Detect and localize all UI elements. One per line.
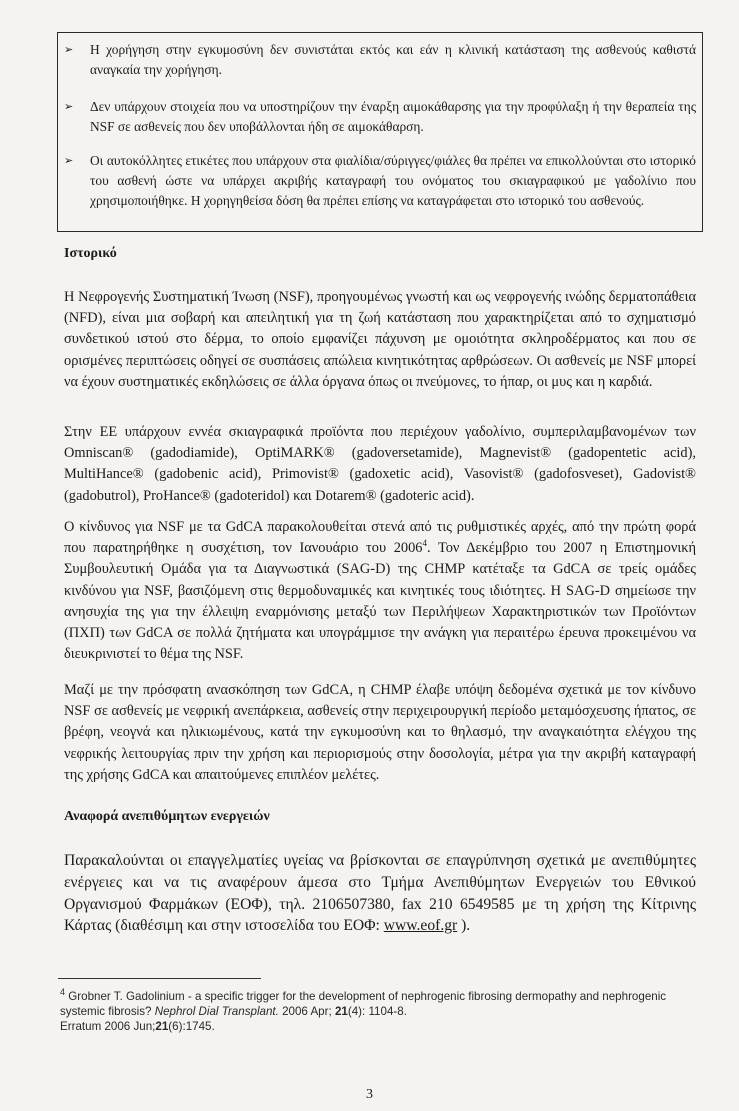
history-heading: Ιστορικό: [64, 246, 117, 261]
history-paragraph-3: Ο κίνδυνος για NSF με τα GdCA παρακολουθείται στενά από τις ρυθμιστικές αρχές, από την πρώτη φορά που παρατηρήθηκε η συσχέτιση, τον Ιανουάριο του 2006$^4$. Τον Δεκέμβριο του 2007 η Επιστημονική Συμβουλευτική Ομάδα για τα Διαγνωστικά (SAG-D) της CHMP κατέταξε τα GdCA σε τρείς ομάδες κινδύνου για NSF, βασιζόμενη στις θερμοδυναμικές και κινητικές τους ιδιότητες. Η SAG-D σημείωσε την ανησυχία της για την έλλειψη εναρμόνισης μεταξύ των Περιλήψεων Χαρακτηριστικών των Προϊόντων (ΠΧΠ) των GdCA σε πολλά ζητήματα και υπογράμμισε την ανάγκη για περαιτέρω έρευνα προκειμένου να διευκρινιστεί το θέμα της NSF.: [64, 519, 696, 663]
bullet-dialysis: [64, 97, 696, 137]
journal-name: Nephrol Dial Transplant.: [154, 1005, 279, 1018]
footnote-ref: 4: [422, 538, 427, 549]
reporting-paragraph: Παρακαλούνται οι επαγγελματίες υγείας να βρίσκονται σε επαγρύπνηση σχετικά με ανεπιθύμητες ενέργειες και να τις αναφέρουν άμεσα στο Τμήμα Ανεπιθύμητων Ενεργειών του Εθνικού Οργανισμού Φαρμάκων (ΕΟΦ), τηλ. 2106507380, fax 210 6549585 με τη χρήση της Κίτρινης Κάρτας (διαθέσιμη και στην ιστοσελίδα του ΕΟΦ: www.eof.gr ).: [64, 852, 696, 935]
bullet-text: Η χορήγηση στην εγκυμοσύνη δεν συνιστάται εκτός και εάν η κλινική κατάσταση της ασθενούς καθιστά αναγκαία την χορήγηση.: [90, 42, 696, 77]
footnote-mark: 4: [60, 987, 66, 998]
bullet-text: Δεν υπάρχουν στοιχεία που να υποστηρίζουν την έναρξη αιμοκάθαρσης για την προφύλαξη ή την θεραπεία της NSF σε ασθενείς που δεν υποβάλλονται ήδη σε αιμοκάθαρση.: [90, 99, 696, 134]
bullet-text: Οι αυτοκόλλητες ετικέτες που υπάρχουν στα φιαλίδια/σύριγγες/φιάλες θα πρέπει να επικολλούνται στο ιστορικό του ασθενή ώστε να υπάρχει ακριβής καταγραφή του ονόματος του σκιαγραφικού με γαδολίνιο που χρησιμοποιήθηκε. Η χορηγηθείσα δόση θα πρέπει επίσης να καταγράφεται στο ιστορικό του ασθενούς.: [90, 153, 696, 208]
arrow-bullet-icon: ➢: [64, 101, 74, 113]
bullet-pregnancy: [64, 40, 696, 80]
history-paragraph-4: Μαζί με την πρόσφατη ανασκόπηση των GdCA, η CHMP έλαβε υπόψη δεδομένα σχετικά με τον κίνδυνο NSF σε ασθενείς με νεφρική ανεπάρκεια, ασθενείς στην περιχειρουργική περίοδο μεταμόσχευσης ήπατος, σε βρέφη, νεογνά και ηλικιωμένους, κατά την εγκυμοσύνη και το θηλασμό, την αναγκαιότητα ελέγχου της νεφρικής λειτουργίας πριν την χρήση και περιορισμούς στην δοσολογία, μέτρα για την ακριβή καταγραφή της χρήσης GdCA και απαιτούμενες επιπλέον μελέτες.: [64, 682, 696, 783]
eof-link[interactable]: www.eof.gr: [383, 917, 458, 935]
page-number: 3: [366, 1087, 373, 1102]
footnote-divider: [58, 978, 261, 979]
history-paragraph-2: Στην ΕΕ υπάρχουν εννέα σκιαγραφικά προϊόντα που περιέχουν γαδολίνιο, συμπεριλαμβανομένων των Omniscan® (gadodiamide), OptiMARK® (gadoversetamide), Magnevist® (gadopentetic acid), MultiHance® (gadobenic acid), Primovist® (gadoxetic acid), Vasovist® (gadofosveset), Gadovist® (gadobutrol), ProHance® (gadoteridol) και Dotarem® (gadoteric acid).: [64, 424, 696, 504]
arrow-bullet-icon: ➢: [64, 155, 74, 167]
history-paragraph-1: Η Νεφρογενής Συστηματική Ίνωση (NSF), προηγουμένως γνωστή και ως νεφρογενής ινώδης δερματοπάθεια (NFD), είναι μια σοβαρή και απειλητική για τη ζωή κατάσταση που χαρακτηρίζεται από το σχηματισμό συνδετικού ιστού στο δέρμα, το οποίο εμφανίζει πάχυνση με ομοιότητα σκληροδέρματος και που σε ορισμένες περιπτώσεις οδηγεί σε συσπάσεις απώλεια κινητικότητας αρθρώσεων. Οι ασθενείς με NSF μπορεί να έχουν συστηματικές εκδηλώσεις σε άλλα όργανα όπως οι πνεύμονες, το ήπαρ, οι μυς και η καρδιά.: [64, 289, 696, 390]
footnote: $^4$ Grobner T. Gadolinium - a specific trigger for the development of nephrogenic fibrosing dermopathy and nephrogenic systemic fibrosis? Nephrol Dial Transplant. 2006 Apr; 21(4): 1104-8. Erratum 2006 Jun;21(6):1745.: [60, 987, 667, 1033]
bullet-labels: [64, 151, 696, 211]
arrow-bullet-icon: ➢: [64, 44, 74, 56]
reporting-heading: Αναφορά ανεπιθύμητων ενεργειών: [64, 809, 270, 824]
